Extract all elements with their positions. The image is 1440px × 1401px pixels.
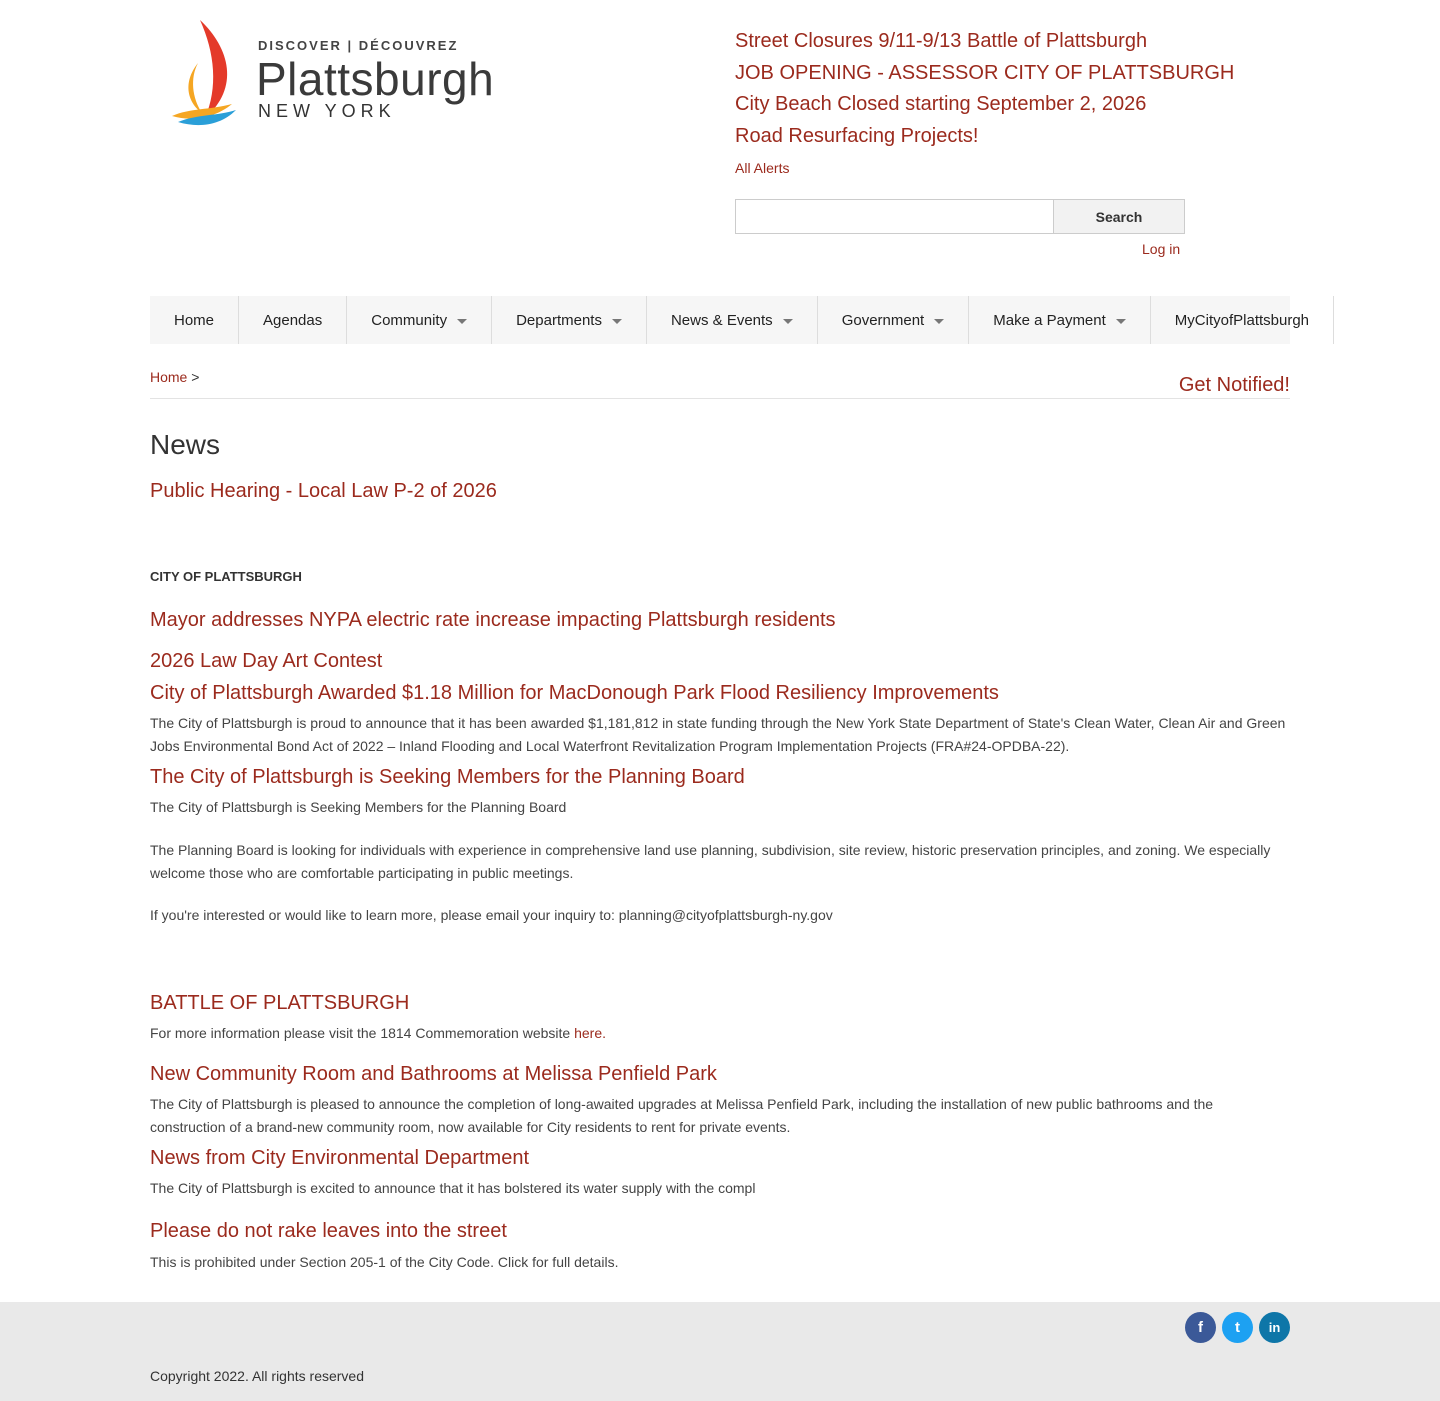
news-headline-link[interactable]: The City of Plattsburgh is Seeking Members for the Planning Board	[150, 766, 745, 788]
logo-subtitle-text: NEW YORK	[258, 101, 396, 121]
chevron-down-icon	[612, 319, 622, 324]
alert-link[interactable]: Street Closures 9/11-9/13 Battle of Plattsburgh	[735, 30, 1148, 52]
all-alerts-link[interactable]: All Alerts	[735, 160, 790, 177]
linkedin-icon[interactable]: in	[1259, 1312, 1290, 1343]
nav-item-government[interactable]	[818, 296, 970, 344]
breadcrumb-home-link[interactable]: Home	[150, 369, 188, 385]
search-input[interactable]	[735, 199, 1054, 234]
breadcrumb-separator: >	[191, 369, 200, 385]
news-summary-text: For more information please visit the 1814 Commemoration website	[150, 1025, 575, 1041]
news-summary: This is prohibited under Section 205-1 of the City Code. Click for full details.	[150, 1254, 619, 1270]
alert-link[interactable]: JOB OPENING - ASSESSOR CITY OF PLATTSBURGH	[735, 61, 1235, 84]
nav-item-label: Agendas	[263, 311, 323, 329]
divider	[150, 398, 1290, 399]
main-nav	[150, 296, 1310, 344]
breadcrumb	[150, 369, 199, 385]
news-headline-link[interactable]: New Community Room and Bathrooms at Melissa Penfield Park	[150, 1063, 717, 1085]
news-headline-link[interactable]: 2026 Law Day Art Contest	[150, 650, 383, 672]
news-summary: The City of Plattsburgh is pleased to announce the completion of long-awaited upgrades at Melissa Penfield Park, including the installation of new public bathrooms and the construction of a brand-new community room, now available for City residents to rent for private events.	[150, 1096, 1214, 1135]
main-content	[150, 428, 1290, 1274]
commemoration-link[interactable]: here.	[574, 1025, 606, 1041]
copyright-text: Copyright 2022. All rights reserved	[150, 1368, 364, 1384]
get-notified-link[interactable]: Get Notified!	[1178, 374, 1290, 396]
news-summary: The City of Plattsburgh is Seeking Members for the Planning Board	[150, 799, 567, 815]
news-summary: If you're interested or would like to learn more, please email your inquiry to: planning@cityofplattsburgh-ny.gov	[150, 907, 833, 923]
alert-link[interactable]: Road Resurfacing Projects!	[735, 124, 979, 147]
nav-item-home[interactable]	[150, 296, 239, 344]
site-logo[interactable]	[170, 18, 510, 133]
nav-item-label: Make a Payment	[993, 311, 1106, 329]
news-headline-link[interactable]: Public Hearing - Local Law P-2 of 2026	[150, 480, 497, 502]
news-summary: The Planning Board is looking for individuals with experience in comprehensive land use planning, subdivision, site review, historic preservation principles, and zoning. We especially welcome those who are comfortable participating in public meetings.	[150, 842, 1271, 881]
search-form	[735, 199, 1185, 234]
nav-item-departments[interactable]	[492, 296, 647, 344]
nav-item-label: News & Events	[670, 311, 773, 329]
alerts-panel	[735, 26, 1235, 177]
logo-discover-text: DISCOVER | DÉCOUVREZ	[258, 38, 459, 53]
nav-item-label: MyCityofPlattsburgh	[1174, 311, 1310, 329]
chevron-down-icon	[934, 319, 944, 324]
social-links	[1185, 1312, 1290, 1343]
nav-item-label: Government	[841, 311, 925, 329]
login-link[interactable]: Log in	[1142, 241, 1181, 257]
news-headline-link[interactable]: BATTLE OF PLATTSBURGH	[150, 992, 410, 1014]
nav-item-label: Home	[174, 311, 215, 329]
news-summary: The City of Plattsburgh is proud to announce that it has been awarded $1,181,812 in state funding through the New York State Department of State's Clean Water, Clean Air and Green Jobs Environmental Bond Act of 2022 – Inland Flooding and Local Waterfront Revitalization Program Implementation Projects (FRA#24-OPDBA-22).	[150, 715, 1286, 754]
nav-item-label: Community	[371, 311, 448, 329]
logo-brand-text: Plattsburgh	[256, 53, 495, 105]
nav-item-make-payment[interactable]	[969, 296, 1151, 344]
facebook-icon[interactable]: f	[1185, 1312, 1216, 1343]
chevron-down-icon	[783, 319, 793, 324]
nav-item-agendas[interactable]	[239, 296, 347, 344]
chevron-down-icon	[1116, 319, 1126, 324]
nav-item-label: Departments	[516, 311, 602, 329]
news-summary	[150, 1022, 1290, 1045]
news-summary: The City of Plattsburgh is excited to announce that it has bolstered its water supply with the compl	[150, 1180, 756, 1196]
news-headline-link[interactable]: Mayor addresses NYPA electric rate increase impacting Plattsburgh residents	[150, 609, 836, 631]
twitter-icon[interactable]: t	[1222, 1312, 1253, 1343]
footer	[0, 1302, 1440, 1401]
news-headline-link[interactable]: Please do not rake leaves into the street	[150, 1220, 507, 1242]
nav-item-news-events[interactable]	[647, 296, 818, 344]
nav-item-community[interactable]	[347, 296, 492, 344]
sail-logo-icon	[170, 18, 260, 133]
nav-item-mycity[interactable]	[1151, 296, 1334, 344]
search-button[interactable]: Search	[1053, 199, 1185, 234]
page-title: News	[150, 429, 221, 460]
news-headline-link[interactable]: City of Plattsburgh Awarded $1.18 Million for MacDonough Park Flood Resiliency Improvements	[150, 682, 999, 704]
chevron-down-icon	[457, 319, 467, 324]
news-headline-link[interactable]: News from City Environmental Department	[150, 1147, 530, 1169]
section-label: CITY OF PLATTSBURGH	[150, 569, 302, 584]
alert-link[interactable]: City Beach Closed starting September 2, 2026	[735, 93, 1147, 116]
